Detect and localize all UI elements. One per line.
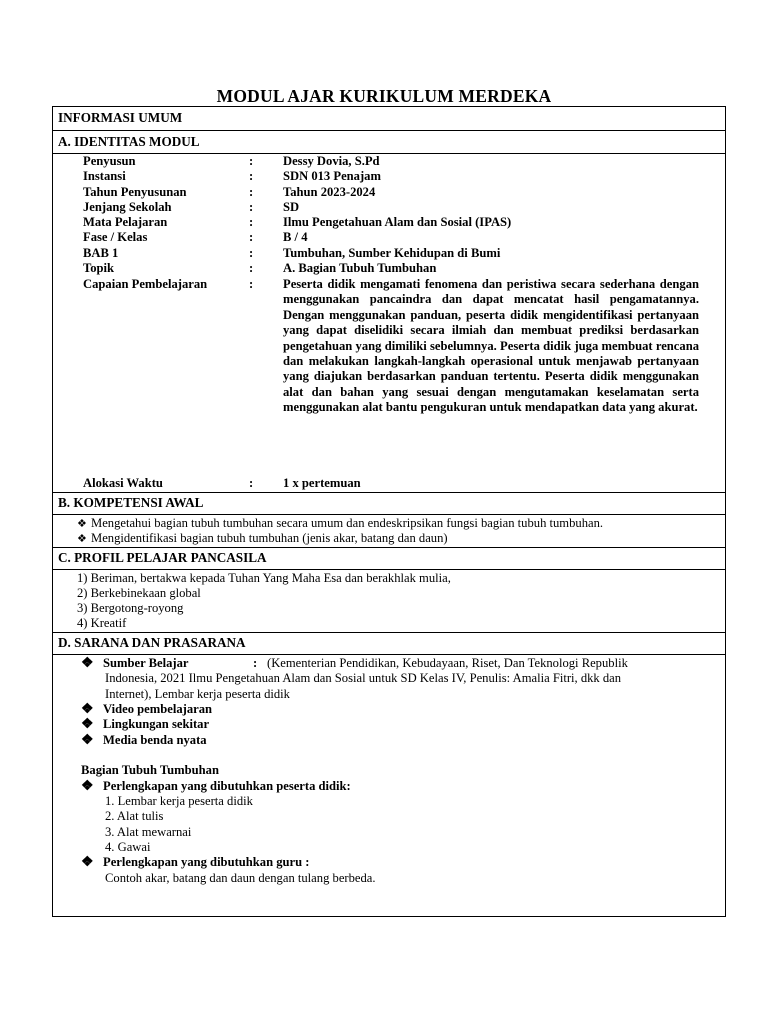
- perlengkapan-siswa-item: 4. Gawai: [105, 840, 151, 854]
- perlengkapan-guru-label: Perlengkapan yang dibutuhkan guru :: [103, 855, 310, 869]
- profil-item: 4) Kreatif: [77, 616, 127, 630]
- sarana-item: [81, 717, 209, 732]
- section-identitas-modul: A. IDENTITAS MODUL: [58, 134, 200, 149]
- section-profil-pelajar: C. PROFIL PELAJAR PANCASILA: [58, 550, 267, 565]
- field-label: Instansi: [83, 169, 126, 183]
- sarana-item: [81, 733, 207, 748]
- perlengkapan-siswa-item: 3. Alat mewarnai: [105, 825, 192, 839]
- field-value: SDN 013 Penajam: [283, 169, 381, 183]
- sarana-item-text: Media benda nyata: [103, 733, 207, 747]
- field-colon: :: [249, 261, 254, 275]
- perlengkapan-siswa-label: Perlengkapan yang dibutuhkan peserta didik:: [103, 779, 351, 793]
- perlengkapan-guru-text: Contoh akar, batang dan daun dengan tulang berbeda.: [105, 871, 376, 885]
- field-label: Tahun Penyusunan: [83, 185, 187, 199]
- field-label: Topik: [83, 261, 115, 275]
- profil-item: 1) Beriman, bertakwa kepada Tuhan Yang Maha Esa dan berakhlak mulia,: [77, 571, 451, 585]
- field-label: Jenjang Sekolah: [83, 200, 172, 214]
- diamond-bullet-icon: ❖: [81, 717, 94, 732]
- field-colon: :: [249, 200, 254, 214]
- kompetensi-item: [77, 531, 448, 547]
- divider: [53, 547, 725, 548]
- document-title: MODUL AJAR KURIKULUM MERDEKA: [216, 86, 552, 106]
- profil-item: 2) Berkebinekaan global: [77, 586, 201, 600]
- kompetensi-item: [77, 516, 603, 532]
- sarana-item-text: Lingkungan sekitar: [103, 717, 210, 731]
- divider: [53, 492, 725, 493]
- field-value: Tahun 2023-2024: [283, 185, 376, 199]
- divider: [53, 569, 725, 570]
- field-colon: :: [249, 169, 254, 183]
- divider: [53, 130, 725, 131]
- diamond-bullet-icon: ❖: [77, 533, 87, 545]
- field-value: A. Bagian Tubuh Tumbuhan: [283, 261, 437, 275]
- divider: [53, 514, 725, 515]
- section-kompetensi-awal: B. KOMPETENSI AWAL: [58, 495, 204, 510]
- field-label: Penyusun: [83, 154, 136, 168]
- field-colon: :: [249, 277, 254, 291]
- sarana-item: [81, 702, 212, 717]
- sarana-item-text: Video pembelajaran: [103, 702, 213, 716]
- field-colon: :: [249, 154, 254, 168]
- field-colon: :: [249, 476, 254, 490]
- diamond-bullet-icon: ❖: [77, 518, 87, 530]
- field-label: Fase / Kelas: [83, 230, 148, 244]
- field-value: Tumbuhan, Sumber Kehidupan di Bumi: [283, 246, 501, 260]
- divider: [53, 153, 725, 154]
- field-colon: :: [249, 230, 254, 244]
- diamond-bullet-icon: ❖: [81, 702, 94, 717]
- perlengkapan-siswa-heading: [81, 779, 351, 794]
- divider: [53, 654, 725, 655]
- diamond-bullet-icon: ❖: [81, 779, 94, 794]
- field-colon: :: [249, 215, 254, 229]
- section-sarana-prasarana: D. SARANA DAN PRASARANA: [58, 635, 246, 650]
- diamond-bullet-icon: ❖: [81, 733, 94, 748]
- field-value: SD: [283, 200, 300, 214]
- module-table: [52, 106, 726, 917]
- sumber-belajar-line2: Indonesia, 2021 Ilmu Pengetahuan Alam dan Sosial untuk SD Kelas IV, Penulis: Amalia Fitri, dkk dan: [105, 671, 622, 685]
- sumber-belajar-row: [81, 656, 705, 671]
- sumber-belajar-colon: :: [253, 656, 258, 670]
- perlengkapan-guru-heading: [81, 855, 309, 870]
- capaian-label: Capaian Pembelajaran: [83, 277, 208, 291]
- field-colon: :: [249, 185, 254, 199]
- sumber-belajar-line3: Internet), Lembar kerja peserta didik: [105, 687, 290, 701]
- alokasi-label: Alokasi Waktu: [83, 476, 163, 490]
- field-value: B / 4: [283, 230, 308, 244]
- diamond-bullet-icon: ❖: [81, 656, 94, 671]
- perlengkapan-siswa-item: 1. Lembar kerja peserta didik: [105, 794, 253, 808]
- kompetensi-text: Mengetahui bagian tubuh tumbuhan secara umum dan endeskripsikan fungsi bagian tubuh tumbuhan.: [91, 516, 604, 530]
- field-colon: :: [249, 246, 254, 260]
- field-value: Dessy Dovia, S.Pd: [283, 154, 380, 168]
- field-value: Ilmu Pengetahuan Alam dan Sosial (IPAS): [283, 215, 512, 229]
- field-label: BAB 1: [83, 246, 119, 260]
- sumber-belajar-label: Sumber Belajar: [103, 656, 189, 670]
- kompetensi-text: Mengidentifikasi bagian tubuh tumbuhan (jenis akar, batang dan daun): [91, 531, 448, 545]
- diamond-bullet-icon: ❖: [81, 855, 94, 870]
- alokasi-value: 1 x pertemuan: [283, 476, 361, 490]
- bagian-tubuh-subheading: Bagian Tubuh Tumbuhan: [81, 763, 219, 777]
- divider: [53, 632, 725, 633]
- perlengkapan-siswa-item: 2. Alat tulis: [105, 809, 164, 823]
- section-informasi-umum: INFORMASI UMUM: [58, 110, 183, 125]
- capaian-pembelajaran-text: Peserta didik mengamati fenomena dan peristiwa secara sederhana dengan menggunakan pancaindra dan dapat mencatat hasil pengamatannya. Dengan menggunakan panduan, peserta didik mengidentifikasi pertanyaan yang dapat diselidiki secara ilmiah dan membuat prediksi berdasarkan pengetahuan yang dimiliki sebelumnya. Peserta didik juga membuat rencana dan melakukan langkah-langkah operasional untuk menjawab pertanyaan yang diajukan berdasarkan panduan tertentu. Peserta didik menggunakan alat dan bahan yang sesuai dengan mengutamakan keselamatan serta menggunakan alat bantu pengukuran untuk mendapatkan data yang akurat.: [283, 277, 699, 415]
- field-label: Mata Pelajaran: [83, 215, 168, 229]
- sumber-belajar-line1: (Kementerian Pendidikan, Kebudayaan, Riset, Dan Teknologi Republik: [267, 656, 628, 670]
- profil-item: 3) Bergotong-royong: [77, 601, 184, 615]
